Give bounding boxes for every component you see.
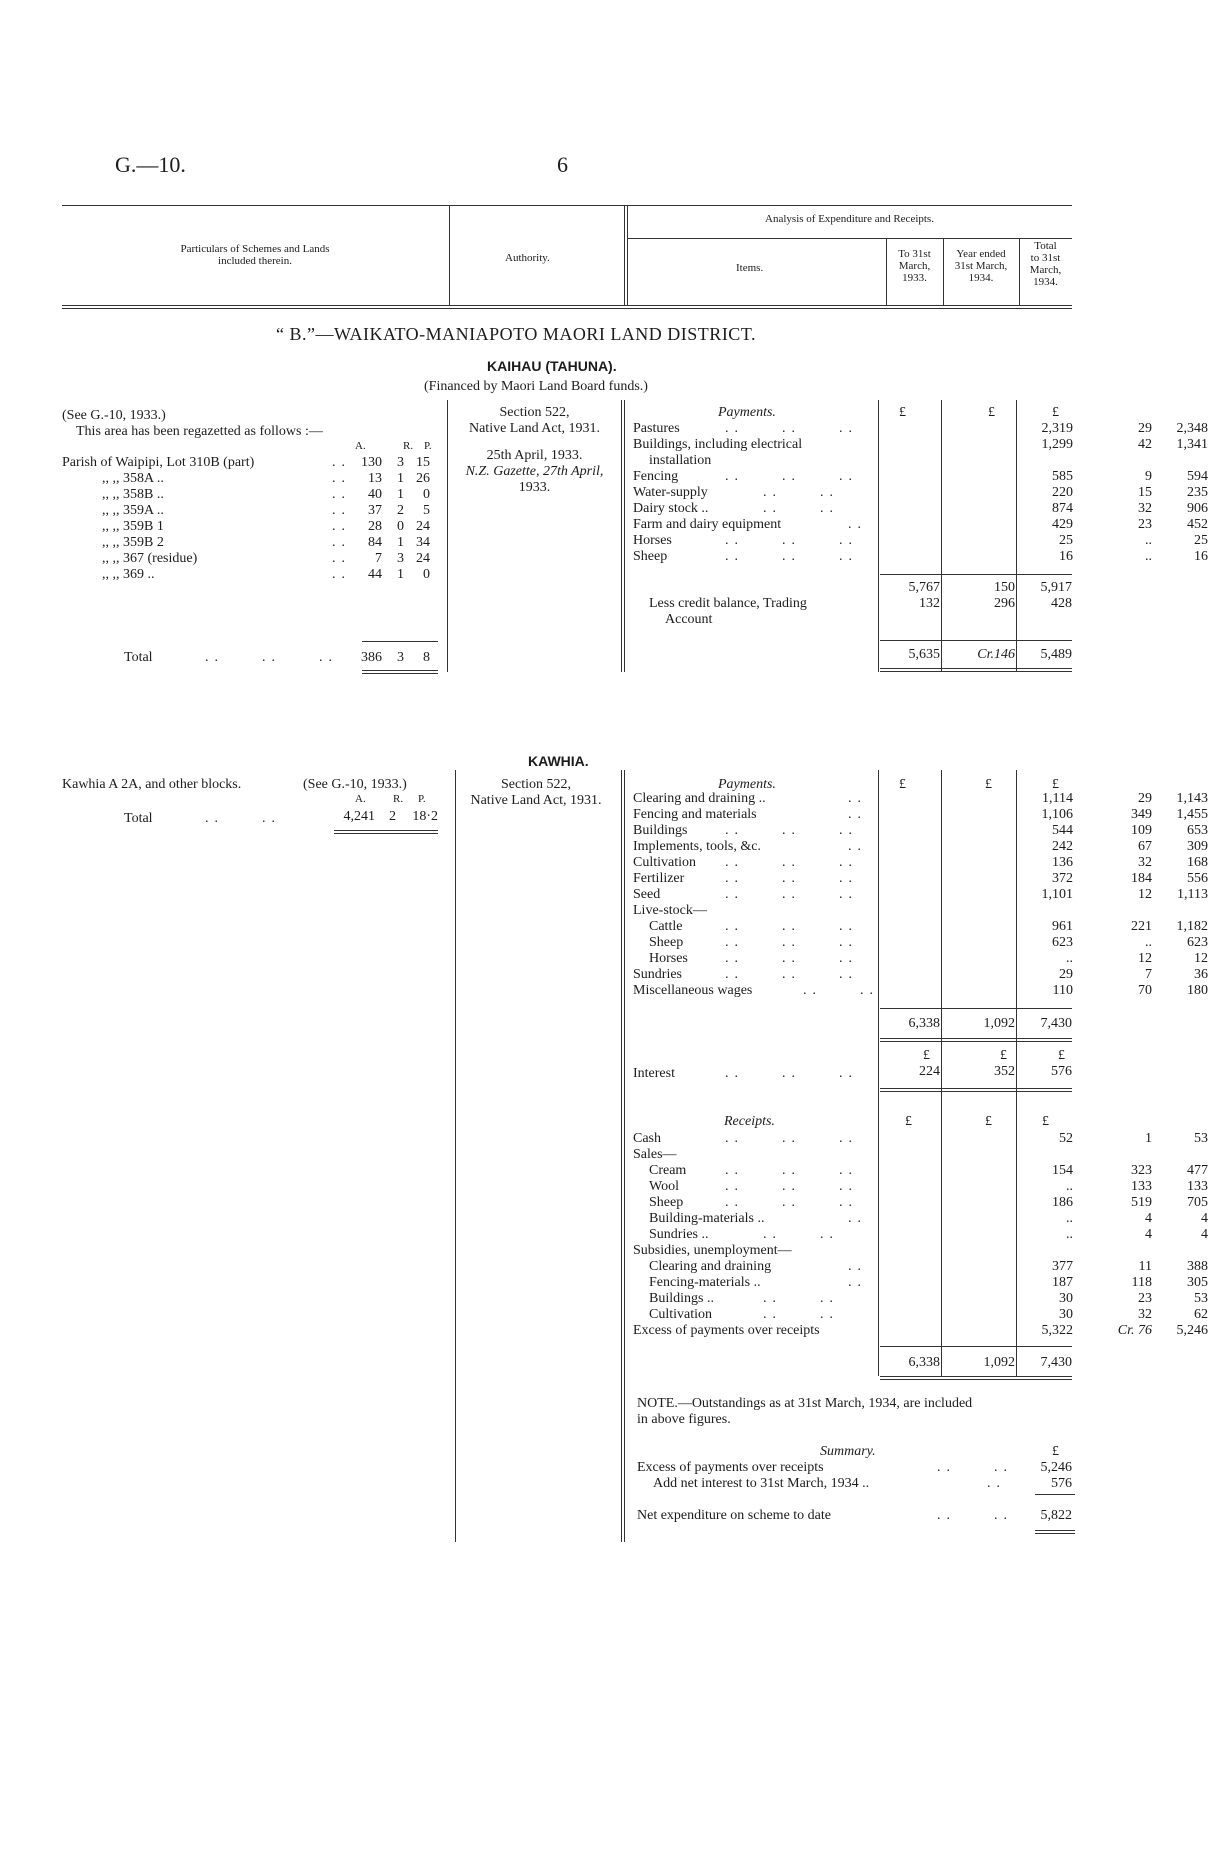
- kaihau-arp-p: P.: [424, 440, 432, 452]
- kawhia-payments-total-v2: 1,092: [983, 1016, 1015, 1031]
- kawhia-interest-currency-2: £: [1000, 1048, 1007, 1063]
- kawhia-receipt-row: Cash .. .. .. 52 1 53: [633, 1131, 1208, 1146]
- kawhia-total-rule-2: [334, 833, 438, 834]
- page-number: 6: [557, 152, 568, 177]
- kawhia-net-rule-1: [1035, 1530, 1075, 1531]
- kaihau-less-credit: Less credit balance, Trading Account: [649, 596, 807, 627]
- lot-row: ,, ,, 359A .. .. 37 2 5: [102, 503, 430, 518]
- kaihau-net-v3: 5,489: [1040, 647, 1072, 662]
- kawhia-receipts-total-rule: [880, 1346, 1072, 1347]
- kawhia-receipts-label: Receipts.: [724, 1114, 775, 1129]
- kaihau-total-r: 3: [397, 650, 404, 665]
- kaihau-total-rule-top: [362, 641, 438, 642]
- kaihau-arp-a: A.: [355, 440, 366, 452]
- kaihau-less-v2: 296: [994, 596, 1015, 611]
- kawhia-receipts-total-rule-b: [880, 1376, 1072, 1377]
- kawhia-arp-p: P.: [418, 793, 426, 805]
- kaihau-financed: (Financed by Maori Land Board funds.): [424, 379, 648, 394]
- kaihau-less-v1: 132: [919, 596, 940, 611]
- kawhia-interest-currency-1: £: [923, 1048, 930, 1063]
- kawhia-payments-label: Payments.: [718, 777, 776, 792]
- kawhia-col-rule-2b: [624, 770, 625, 1542]
- kaihau-total-dots: .. .. ..: [205, 650, 338, 665]
- kawhia-summary-rule: [1035, 1494, 1075, 1495]
- kawhia-payment-row: Implements, tools, &c. .. 242 67 309: [633, 839, 1208, 854]
- kaihau-subtotal-v1: 5,767: [908, 580, 940, 595]
- kawhia-col-rule-2: [621, 770, 622, 1542]
- kaihau-total-a: 386: [361, 650, 382, 665]
- kaihau-lots: [62, 455, 442, 583]
- kawhia-currency-1: £: [899, 777, 906, 792]
- district-title: “ B.”—WAIKATO-MANIAPOTO MAORI LAND DISTRICT.: [276, 324, 756, 344]
- kaihau-subtotal-v3: 5,917: [1040, 580, 1072, 595]
- kawhia-interest-label: Interest: [633, 1066, 675, 1081]
- kawhia-receipts-currency-2: £: [985, 1114, 992, 1129]
- kaihau-item-row: Fencing .. .. .. 585 9 594: [633, 469, 1208, 484]
- kaihau-title: KAIHAU (TAHUNA).: [487, 358, 617, 374]
- kaihau-net-v2: Cr.146: [977, 647, 1015, 662]
- kawhia-payment-row: Sheep .. .. .. 623 .. 623: [649, 935, 1208, 950]
- header-authority: Authority.: [505, 252, 550, 264]
- kaihau-see-ref: (See G.-10, 1933.): [62, 408, 166, 423]
- kawhia-payment-row: Horses .. .. .. .. 12 12: [649, 951, 1208, 966]
- header-divider-1: [449, 205, 450, 305]
- kawhia-arp-r: R.: [393, 793, 404, 805]
- kawhia-total-dots: .. ..: [205, 811, 281, 826]
- lot-row: ,, ,, 358B .. .. 40 1 0: [102, 487, 430, 502]
- kawhia-payment-row: Live-stock—: [633, 903, 707, 918]
- kawhia-receipt-row: Fencing-materials .. .. 187 118 305: [649, 1275, 1208, 1290]
- kawhia-payment-row: Miscellaneous wages .. .. 110 70 180: [633, 983, 1208, 998]
- kaihau-item-row: Water-supply .. .. 220 15 235: [633, 485, 1208, 500]
- kawhia-payment-row: Fertilizer .. .. .. 372 184 556: [633, 871, 1208, 886]
- kaihau-item-row: Buildings, including electrical installation 1,299 42 1,341: [633, 437, 1208, 468]
- kawhia-net-rule-2: [1035, 1533, 1075, 1534]
- kaihau-currency-3: £: [1052, 405, 1059, 420]
- kawhia-interest-currency-3: £: [1058, 1048, 1065, 1063]
- kawhia-payment-row: Cultivation .. .. .. 136 32 168: [633, 855, 1208, 870]
- kawhia-payment-row: Fencing and materials .. 1,106 349 1,455: [633, 807, 1208, 822]
- kaihau-items: [633, 421, 1208, 565]
- kawhia-receipt-row: Sales—: [633, 1147, 677, 1162]
- kaihau-subtotal-rule: [880, 574, 1072, 575]
- kaihau-currency-1: £: [899, 405, 906, 420]
- kaihau-item-row: Horses .. .. .. 25 .. 25: [633, 533, 1208, 548]
- kawhia-total-rule-1: [334, 830, 438, 831]
- header-bottom-rule-2: [62, 308, 1072, 309]
- kawhia-receipts-total-v1: 6,338: [908, 1355, 940, 1370]
- header-top-rule: [62, 205, 1072, 206]
- kawhia-receipt-row: Wool .. .. .. .. 133 133: [649, 1179, 1208, 1194]
- kawhia-receipt-row: Cream .. .. .. 154 323 477: [649, 1163, 1208, 1178]
- header-particulars: Particulars of Schemes and Lands included therein.: [180, 243, 330, 267]
- kaihau-arp-r: R.: [403, 440, 414, 452]
- kawhia-summary-label: Summary.: [820, 1444, 876, 1459]
- kawhia-title: KAWHIA.: [528, 753, 589, 769]
- kawhia-payment-row: Buildings .. .. .. 544 109 653: [633, 823, 1208, 838]
- kawhia-receipts: [633, 1131, 1208, 1339]
- kawhia-payments-total-rule-b2: [880, 1041, 1072, 1042]
- kawhia-receipt-row: Sheep .. .. .. 186 519 705: [649, 1195, 1208, 1210]
- kawhia-interest-v2: 352: [994, 1064, 1015, 1079]
- kawhia-total-label: Total: [124, 811, 153, 826]
- kawhia-receipt-row: Cultivation .. .. 30 32 62: [649, 1307, 1208, 1322]
- kaihau-total-p: 8: [423, 650, 430, 665]
- kawhia-interest-v1: 224: [919, 1064, 940, 1079]
- header-bottom-rule: [62, 305, 1072, 306]
- kawhia-total-r: 2: [389, 809, 396, 824]
- lot-row: ,, ,, 359B 1 .. 28 0 24: [102, 519, 430, 534]
- kawhia-authority: Section 522, Native Land Act, 1931.: [470, 777, 602, 808]
- kawhia-total-a: 4,241: [343, 809, 375, 824]
- kawhia-receipts-total-v3: 7,430: [1040, 1355, 1072, 1370]
- header-col2: Year ended 31st March, 1934.: [954, 248, 1008, 284]
- kawhia-payment-row: Sundries .. .. .. 29 7 36: [633, 967, 1208, 982]
- kaihau-col-rule-2b: [624, 400, 625, 672]
- page-ref: G.—10.: [115, 152, 186, 177]
- kaihau-regazetted: This area has been regazetted as follows :—: [76, 424, 323, 439]
- kaihau-net-rule-bottom-2: [880, 671, 1072, 672]
- lot-row: ,, ,, 359B 2 .. 84 1 34: [102, 535, 430, 550]
- lot-row: ,, ,, 367 (residue) .. 7 3 24: [102, 551, 430, 566]
- kawhia-interest-v3: 576: [1051, 1064, 1072, 1079]
- header-items: Items.: [736, 262, 764, 274]
- kawhia-receipt-row: Clearing and draining .. 377 11 388: [649, 1259, 1208, 1274]
- kawhia-see-ref: (See G.-10, 1933.): [303, 777, 407, 792]
- kaihau-col-rule-2: [621, 400, 622, 672]
- kawhia-summary-row-2: Add net interest to 31st March, 1934 .. .. 576: [653, 1476, 1072, 1491]
- kawhia-payment-row: Cattle .. .. .. 961 221 1,182: [649, 919, 1208, 934]
- kawhia-receipts-total-rule-b2: [880, 1379, 1072, 1380]
- kawhia-currency-2: £: [985, 777, 992, 792]
- kawhia-payment-row: Seed .. .. .. 1,101 12 1,113: [633, 887, 1208, 902]
- kawhia-col-rule-1: [455, 770, 456, 1542]
- kawhia-payments-total-rule-b: [880, 1038, 1072, 1039]
- analysis-rule: [627, 238, 1072, 239]
- kaihau-authority: Section 522, Native Land Act, 1931. 25th April, 1933. N.Z. Gazette, 27th April, 1933.: [465, 405, 604, 495]
- kawhia-receipts-currency-3: £: [1042, 1114, 1049, 1129]
- kawhia-receipt-row: Buildings .. .. .. 30 23 53: [649, 1291, 1208, 1306]
- kawhia-receipt-row: Sundries .. .. .. .. 4 4: [649, 1227, 1208, 1242]
- lot-row: Parish of Waipipi, Lot 310B (part) .. 130 3 15: [62, 455, 430, 470]
- header-analysis: Analysis of Expenditure and Receipts.: [765, 213, 934, 225]
- kawhia-summary-currency: £: [1052, 1444, 1059, 1459]
- kawhia-receipts-currency-1: £: [905, 1114, 912, 1129]
- kawhia-currency-3: £: [1052, 777, 1059, 792]
- kawhia-blocks: Kawhia A 2A, and other blocks.: [62, 777, 242, 792]
- kaihau-item-row: Pastures .. .. .. 2,319 29 2,348: [633, 421, 1208, 436]
- kawhia-receipts-total-v2: 1,092: [983, 1355, 1015, 1370]
- kaihau-less-v3: 428: [1051, 596, 1072, 611]
- kaihau-net-v1: 5,635: [908, 647, 940, 662]
- kaihau-net-rule-top: [880, 640, 1072, 641]
- kawhia-payments-total-v1: 6,338: [908, 1016, 940, 1031]
- kaihau-total-rule-bottom-2: [362, 673, 438, 674]
- kawhia-payments: [633, 791, 1208, 999]
- lot-row: ,, ,, 358A .. .. 13 1 26: [102, 471, 430, 486]
- kaihau-currency-2: £: [988, 405, 995, 420]
- header-col3: Total to 31st March, 1934.: [1029, 240, 1062, 288]
- kawhia-payments-total-v3: 7,430: [1040, 1016, 1072, 1031]
- lot-row: ,, ,, 369 .. .. 44 1 0: [102, 567, 430, 582]
- kawhia-summary-row-1: Excess of payments over receipts .. .. 5,246: [637, 1460, 1072, 1475]
- kaihau-item-row: Dairy stock .. .. .. 874 32 906: [633, 501, 1208, 516]
- kawhia-net-row: Net expenditure on scheme to date .. .. 5,822: [637, 1508, 1072, 1523]
- kawhia-payments-total-rule: [880, 1008, 1072, 1009]
- header-col1: To 31st March, 1933.: [898, 248, 931, 284]
- kawhia-total-p: 18·2: [412, 809, 438, 824]
- header-divider-2: [624, 205, 625, 305]
- kaihau-payments-label: Payments.: [718, 405, 776, 420]
- kawhia-arp-a: A.: [355, 793, 366, 805]
- kaihau-total-rule-bottom: [362, 670, 438, 671]
- kaihau-item-row: Sheep .. .. .. 16 .. 16: [633, 549, 1208, 564]
- kaihau-subtotal-v2: 150: [994, 580, 1015, 595]
- kawhia-receipt-row: Excess of payments over receipts 5,322 Cr. 76 5,246: [633, 1323, 1208, 1338]
- kawhia-note: NOTE.—Outstandings as at 31st March, 1934, are included in above figures.: [637, 1396, 973, 1427]
- kawhia-interest-dots: .. .. ..: [725, 1066, 858, 1081]
- kawhia-payment-row: Clearing and draining .. .. 1,114 29 1,143: [633, 791, 1208, 806]
- kawhia-receipt-row: Building-materials .. .. .. 4 4: [649, 1211, 1208, 1226]
- kaihau-total-label: Total: [124, 650, 153, 665]
- kawhia-receipt-row: Subsidies, unemployment—: [633, 1243, 792, 1258]
- kawhia-interest-rule: [880, 1088, 1072, 1089]
- kaihau-net-rule-bottom: [880, 668, 1072, 669]
- kawhia-interest-rule-2: [880, 1091, 1072, 1092]
- kaihau-item-row: Farm and dairy equipment .. 429 23 452: [633, 517, 1208, 532]
